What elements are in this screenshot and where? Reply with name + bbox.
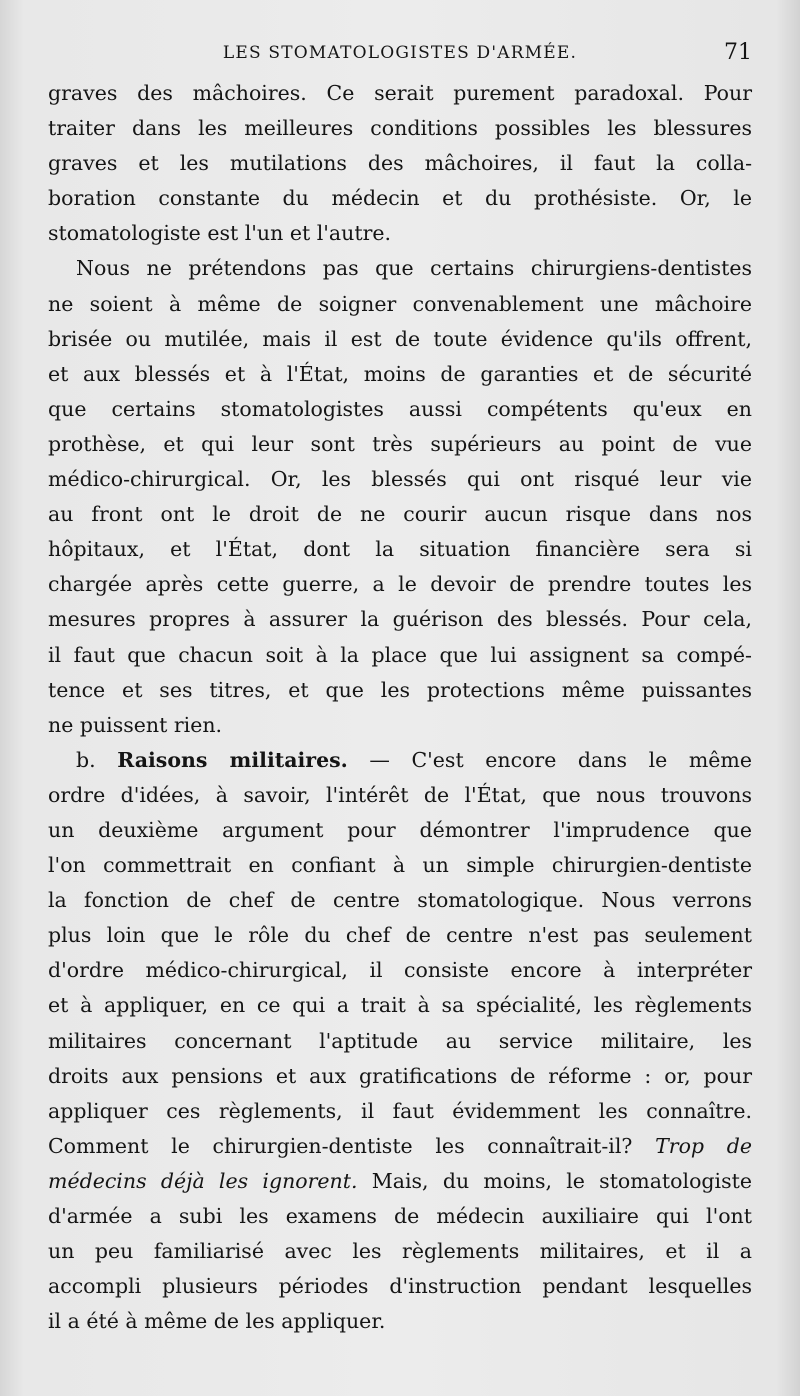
text-line: d'armée a subi les examens de médecin auxiliaire qui l'ont: [48, 1204, 752, 1228]
text-line: stomatologiste est l'un et l'autre.: [48, 221, 392, 246]
text-line: ne puissent rien.: [48, 712, 223, 737]
text-line: hôpitaux, et l'État, dont la situation financière sera si: [48, 537, 752, 562]
text-line: au front ont le droit de ne courir aucun risque dans nos: [48, 502, 752, 527]
text-line: et à appliquer, en ce qui a trait à sa spécialité, les règlements: [48, 993, 752, 1018]
text-line: que certains stomatologistes aussi compétents qu'eux en: [48, 396, 752, 421]
text-line: droits aux pensions et aux gratifications de réforme : or, pour: [48, 1063, 752, 1088]
text-line: un peu familiarisé avec les règlements militaires, et il a: [48, 1239, 752, 1264]
text-segment: Comment le chirurgien-dentiste les connaîtrait-il?: [48, 1133, 633, 1158]
text-line: prothèse, et qui leur sont très supérieurs au point de vue: [48, 431, 752, 456]
text-segment: Mais, du moins, le stomatologiste: [371, 1168, 752, 1193]
italic-segment: médecins déjà les ignorent.: [48, 1168, 358, 1193]
text-line: mesures propres à assurer la guérison des blessés. Pour cela,: [48, 607, 752, 632]
text-line: brisée ou mutilée, mais il est de toute évidence qu'ils offrent,: [48, 326, 752, 351]
text-line: un deuxième argument pour démontrer l'imprudence que: [48, 817, 752, 842]
running-title: LES STOMATOLOGISTES D'ARMÉE.: [222, 43, 578, 63]
text-line: ne soient à même de soigner convenablement une mâchoire: [48, 291, 752, 316]
text-line: militaires concernant l'aptitude au service militaire, les: [48, 1028, 752, 1053]
section-heading-line: [48, 743, 752, 778]
text-line: chargée après cette guerre, a le devoir de prendre toutes les: [48, 572, 752, 597]
section-letter: b.: [76, 747, 96, 772]
text-line: Nous ne prétendons pas que certains chirurgiens-dentistes: [76, 256, 752, 281]
text-line: il a été à même de les appliquer.: [48, 1309, 386, 1334]
text-line: d'ordre médico-chirurgical, il consiste encore à interpréter: [48, 958, 752, 983]
text-line-with-italic: [48, 1129, 752, 1164]
page-number: 71: [724, 40, 752, 65]
body-text: [48, 76, 752, 1339]
section-heading-rest: — C'est encore dans le même: [369, 747, 752, 772]
text-line: médico-chirurgical. Or, les blessés qui ont risqué leur vie: [48, 467, 752, 492]
text-line: plus loin que le rôle du chef de centre n'est pas seulement: [48, 923, 752, 948]
text-line: appliquer ces règlements, il faut évidemment les connaître.: [48, 1098, 752, 1123]
text-line: tence et ses titres, et que les protections même puissantes: [48, 677, 752, 702]
text-line: la fonction de chef de centre stomatologique. Nous verrons: [48, 888, 752, 913]
text-line: boration constante du médecin et du prothésiste. Or, le: [48, 186, 752, 211]
text-line: traiter dans les meilleures conditions possibles les blessures: [48, 116, 752, 141]
running-head: [48, 36, 752, 70]
text-line: l'on commettrait en confiant à un simple chirurgien-dentiste: [48, 853, 752, 878]
italic-segment: Trop de: [655, 1133, 752, 1158]
text-line: accompli plusieurs périodes d'instruction pendant lesquelles: [48, 1274, 752, 1299]
text-line: graves et les mutilations des mâchoires, il faut la colla-: [48, 151, 752, 176]
text-line: graves des mâchoires. Ce serait purement paradoxal. Pour: [48, 81, 752, 105]
text-line: ordre d'idées, à savoir, l'intérêt de l'État, que nous trouvons: [48, 782, 752, 807]
text-line: il faut que chacun soit à la place que lui assignent sa compé-: [48, 642, 752, 667]
text-line-with-italic: [48, 1164, 752, 1199]
text-line: et aux blessés et à l'État, moins de garanties et de sécurité: [48, 361, 752, 386]
section-heading: Raisons militaires.: [117, 747, 348, 772]
